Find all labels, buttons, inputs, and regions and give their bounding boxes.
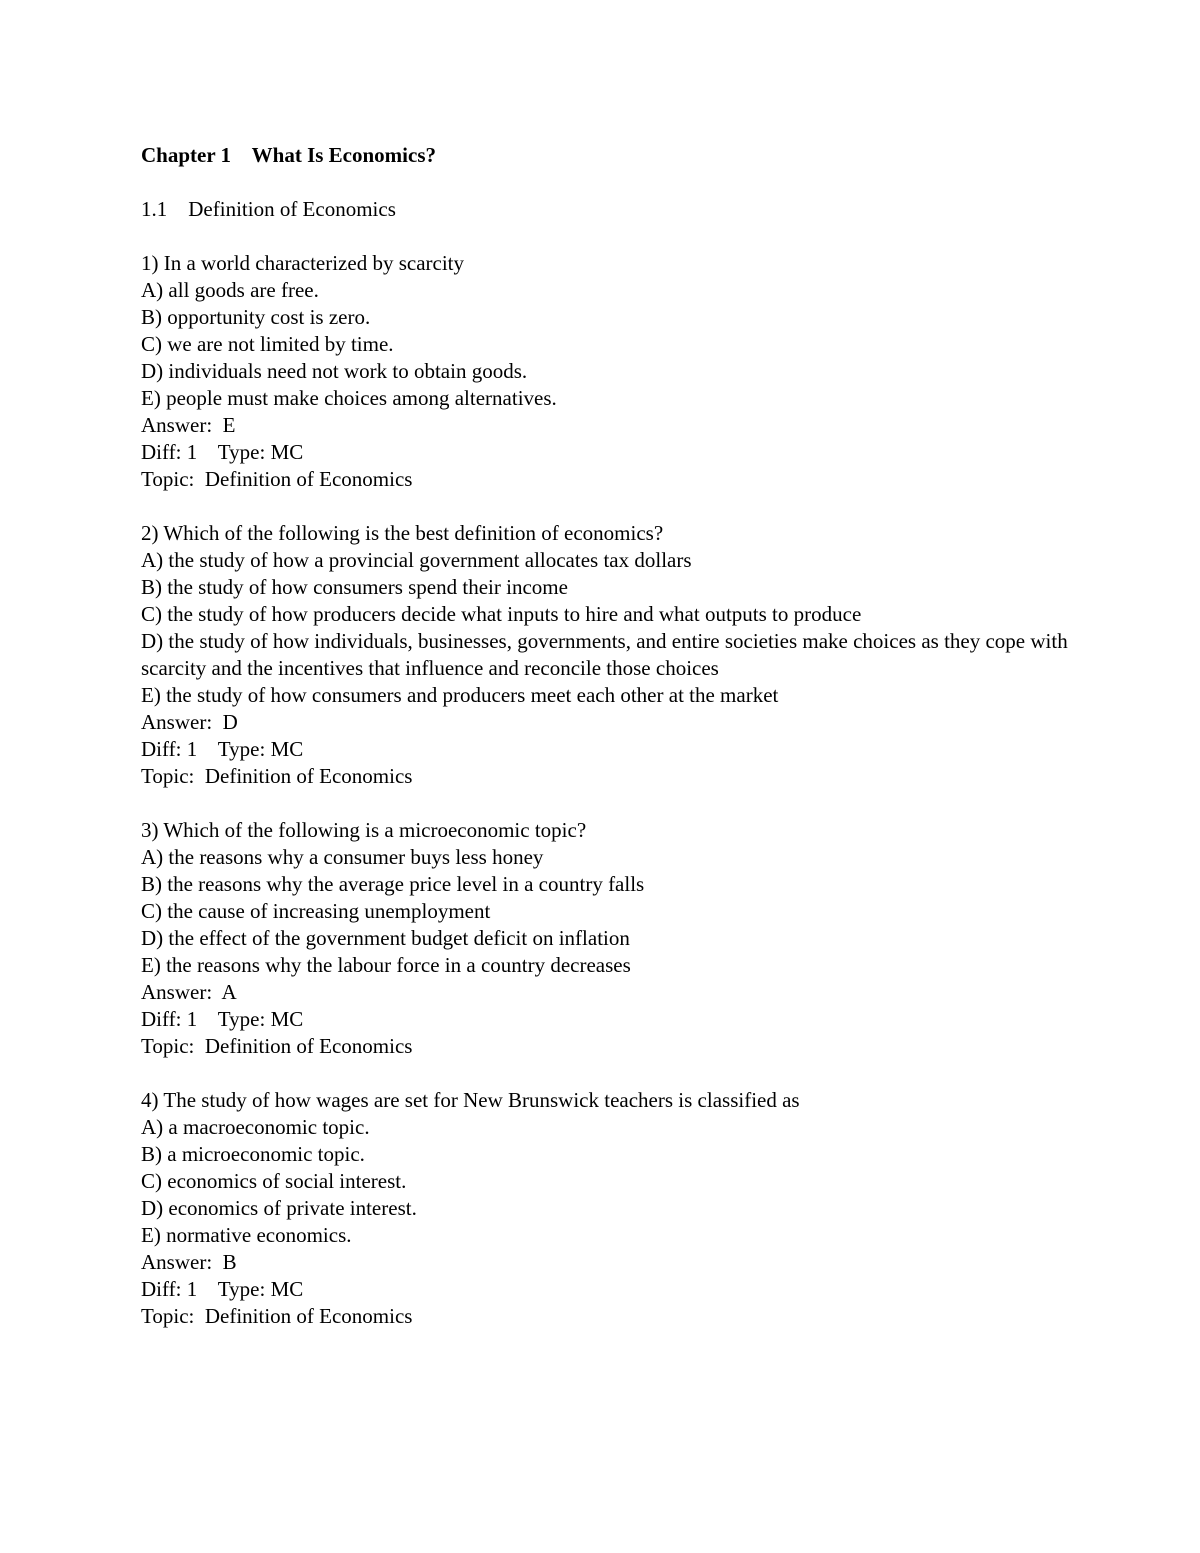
question-stem: 3) Which of the following is a microeconomic topic? xyxy=(141,818,587,842)
topic-line: Topic: Definition of Economics xyxy=(141,764,413,788)
diff-type-line: Diff: 1 Type: MC xyxy=(141,440,304,464)
option-a: A) a macroeconomic topic. xyxy=(141,1115,370,1139)
question-stem: 1) In a world characterized by scarcity xyxy=(141,251,464,275)
document-content xyxy=(141,142,1081,1357)
option-e: E) the reasons why the labour force in a country decreases xyxy=(141,953,631,977)
question-stem: 2) Which of the following is the best definition of economics? xyxy=(141,521,664,545)
option-b: B) the study of how consumers spend their income xyxy=(141,575,568,599)
question-4 xyxy=(141,1087,1081,1330)
option-c: C) the study of how producers decide what inputs to hire and what outputs to produce xyxy=(141,602,862,626)
option-c: C) economics of social interest. xyxy=(141,1169,407,1193)
diff-type-line: Diff: 1 Type: MC xyxy=(141,1007,304,1031)
diff-type-line: Diff: 1 Type: MC xyxy=(141,737,304,761)
option-d: D) the study of how individuals, businesses, governments, and entire societies make choices as they cope with scarcity and the incentives that influence and reconcile those choices xyxy=(141,629,1073,680)
topic-line: Topic: Definition of Economics xyxy=(141,1034,413,1058)
option-a: A) the study of how a provincial government allocates tax dollars xyxy=(141,548,692,572)
answer-line: Answer: E xyxy=(141,413,236,437)
option-e: E) people must make choices among alternatives. xyxy=(141,386,557,410)
option-e: E) the study of how consumers and producers meet each other at the market xyxy=(141,683,779,707)
question-stem: 4) The study of how wages are set for New Brunswick teachers is classified as xyxy=(141,1088,800,1112)
section-title: 1.1 Definition of Economics xyxy=(141,197,396,221)
option-c: C) the cause of increasing unemployment xyxy=(141,899,491,923)
option-c: C) we are not limited by time. xyxy=(141,332,394,356)
question-1 xyxy=(141,250,1081,493)
option-b: B) opportunity cost is zero. xyxy=(141,305,371,329)
chapter-title: Chapter 1 What Is Economics? xyxy=(141,143,436,167)
option-d: D) individuals need not work to obtain goods. xyxy=(141,359,528,383)
question-3 xyxy=(141,817,1081,1060)
option-e: E) normative economics. xyxy=(141,1223,352,1247)
answer-line: Answer: A xyxy=(141,980,237,1004)
option-b: B) the reasons why the average price level in a country falls xyxy=(141,872,645,896)
answer-line: Answer: D xyxy=(141,710,238,734)
option-a: A) all goods are free. xyxy=(141,278,319,302)
option-a: A) the reasons why a consumer buys less honey xyxy=(141,845,544,869)
topic-line: Topic: Definition of Economics xyxy=(141,1304,413,1328)
option-d: D) economics of private interest. xyxy=(141,1196,417,1220)
option-b: B) a microeconomic topic. xyxy=(141,1142,365,1166)
option-d: D) the effect of the government budget deficit on inflation xyxy=(141,926,630,950)
diff-type-line: Diff: 1 Type: MC xyxy=(141,1277,304,1301)
topic-line: Topic: Definition of Economics xyxy=(141,467,413,491)
answer-line: Answer: B xyxy=(141,1250,237,1274)
question-2 xyxy=(141,520,1081,790)
